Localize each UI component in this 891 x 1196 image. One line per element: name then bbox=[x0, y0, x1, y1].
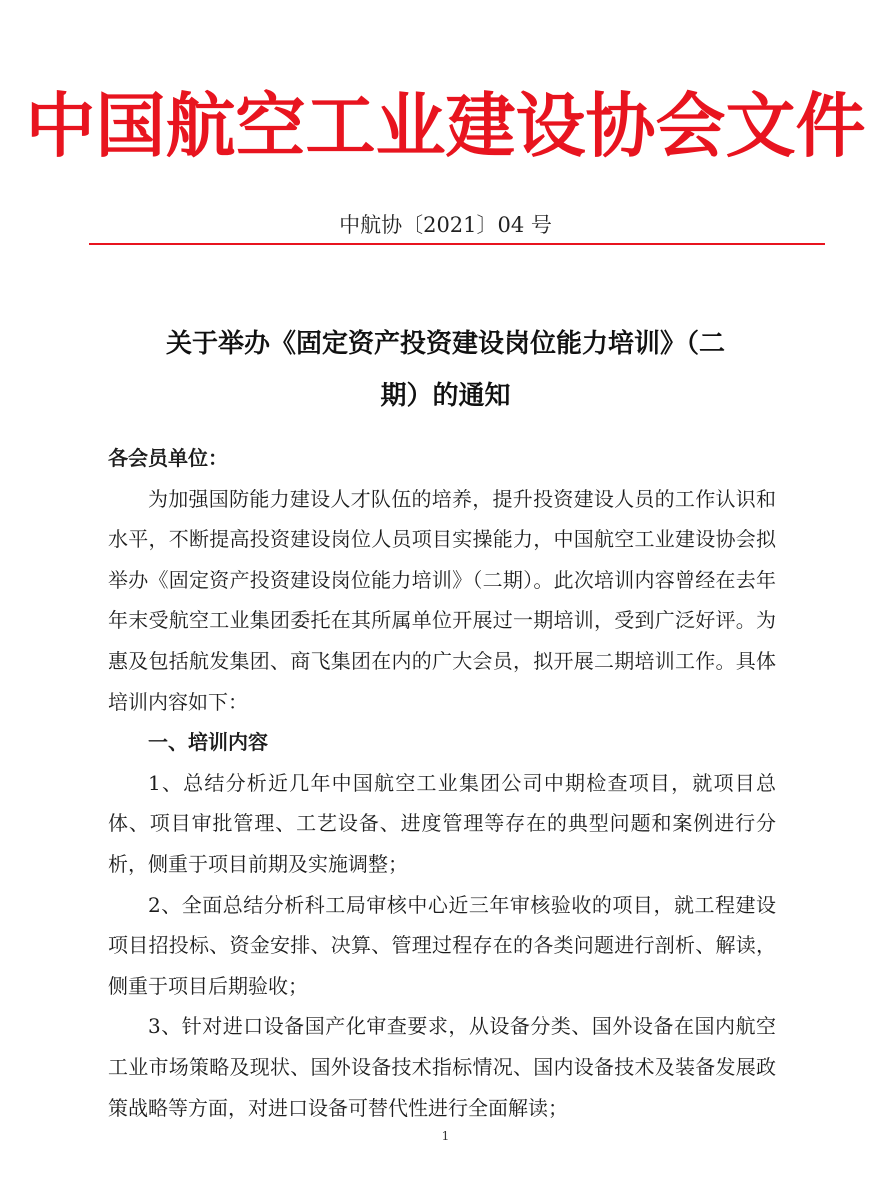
document-number: 中航协〔2021〕04 号 bbox=[339, 213, 552, 237]
page-number: 1 bbox=[441, 1129, 450, 1143]
notice-title bbox=[90, 318, 801, 422]
intro-paragraph: 为加强国防能力建设人才队伍的培养，提升投资建设人员的工作认识和水平，不断提高投资建设岗位人员项目实操能力，中国航空工业建设协会拟举办《固定资产投资建设岗位能力培训》（二期）。此次培训内容曾经在去年年末受航空工业集团委托在其所属单位开展过一期培训，受到广泛好评。为惠及包括航发集团、商飞集团在内的广大会员，拟开展二期培训工作。具体培训内容如下： bbox=[108, 486, 776, 714]
notice-title-line-2: 期）的通知 bbox=[380, 381, 511, 411]
content-item-3: 3、针对进口设备国产化审查要求，从设备分类、国外设备在国内航空工业市场策略及现状、国外设备技术指标情况、国内设备技术及装备发展政策战略等方面，对进口设备可替代性进行全面解读； bbox=[108, 1014, 776, 1120]
notice-body bbox=[108, 438, 776, 1128]
notice-title-line-1: 关于举办《固定资产投资建设岗位能力培训》（二 bbox=[165, 329, 725, 359]
section-heading-training-content: 一、培训内容 bbox=[148, 730, 268, 755]
salutation: 各会员单位： bbox=[108, 446, 228, 470]
masthead-title: 中国航空工业建设协会文件 bbox=[25, 85, 866, 167]
content-item-1: 1、总结分析近几年中国航空工业集团公司中期检查项目，就项目总体、项目审批管理、工艺设备、进度管理等存在的典型问题和案例进行分析，侧重于项目前期及实施调整； bbox=[108, 770, 776, 876]
content-item-2: 2、全面总结分析科工局审核中心近三年审核验收的项目，就工程建设项目招投标、资金安排、决算、管理过程存在的各类问题进行剖析、解读，侧重于项目后期验收； bbox=[108, 892, 776, 998]
header-divider bbox=[89, 243, 825, 245]
